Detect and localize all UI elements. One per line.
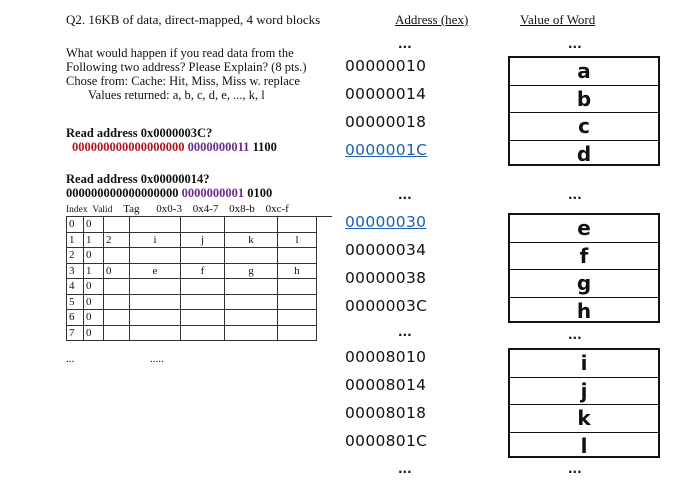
cache-cell-tag xyxy=(104,279,130,295)
cache-row xyxy=(67,217,317,233)
cache-table-header xyxy=(66,203,289,215)
cache-cell-valid: 0 xyxy=(84,310,104,326)
cache-row xyxy=(67,232,317,248)
address: 00008018 xyxy=(345,404,427,422)
address-column-header: Address (hex) xyxy=(395,12,469,27)
cache-row xyxy=(67,294,317,310)
cache-cell-valid: 1 xyxy=(84,263,104,279)
cache-table-trailing-ellipsis: ... xyxy=(66,353,75,365)
address: 00000014 xyxy=(345,85,427,103)
cache-cell-word-0x0-3 xyxy=(130,325,181,341)
cache-cell-word-0x4-7 xyxy=(181,217,225,233)
address: 00000034 xyxy=(345,241,427,259)
cache-cell-word-0xc-f xyxy=(278,279,317,295)
header-word-2: 0x8-b xyxy=(229,203,255,215)
header-tag: Tag xyxy=(123,203,140,215)
address-link[interactable]: 00000030 xyxy=(345,213,427,231)
cache-table xyxy=(66,216,317,341)
prompt-line-2: Following two address? Please Explain? (8 pts.) xyxy=(66,60,307,74)
cache-cell-word-0x8-b xyxy=(225,279,278,295)
prompt-line-1: What would happen if you read data from the xyxy=(66,46,294,60)
cache-cell-tag: 2 xyxy=(104,232,130,248)
cache-cell-word-0x8-b xyxy=(225,217,278,233)
header-valid: Valid xyxy=(92,205,113,215)
cache-row xyxy=(67,310,317,326)
ellipsis: ... xyxy=(398,325,412,339)
cache-cell-word-0x0-3 xyxy=(130,310,181,326)
cache-cell-tag xyxy=(104,294,130,310)
cache-cell-word-0x0-3: e xyxy=(130,263,181,279)
read-address-2-label: Read address 0x00000014? xyxy=(66,172,210,186)
word-cell: j xyxy=(510,378,658,406)
cache-cell-tag xyxy=(104,217,130,233)
cache-cell-index: 7 xyxy=(67,325,84,341)
cache-cell-word-0x4-7 xyxy=(181,248,225,264)
cache-cell-word-0xc-f: l xyxy=(278,232,317,248)
cache-cell-index: 6 xyxy=(67,310,84,326)
word-cell: g xyxy=(510,270,658,298)
cache-row xyxy=(67,263,317,279)
cache-cell-index: 1 xyxy=(67,232,84,248)
ellipsis: ... xyxy=(398,188,412,202)
cache-cell-tag xyxy=(104,248,130,264)
ellipsis: ... xyxy=(568,328,582,342)
cache-cell-tag xyxy=(104,310,130,326)
cache-cell-tag xyxy=(104,325,130,341)
cache-cell-valid: 1 xyxy=(84,232,104,248)
cache-cell-word-0x0-3 xyxy=(130,294,181,310)
header-index: Index xyxy=(66,205,88,215)
word-cell: l xyxy=(580,434,588,459)
tag-bits: 000000000000000000 xyxy=(72,140,185,154)
header-word-1: 0x4-7 xyxy=(192,203,219,215)
cache-cell-tag: 0 xyxy=(104,263,130,279)
cache-cell-word-0x8-b xyxy=(225,310,278,326)
cache-row xyxy=(67,279,317,295)
cache-cell-valid: 0 xyxy=(84,248,104,264)
cache-table-trailing-ellipsis: ..... xyxy=(150,353,164,365)
cache-cell-word-0x4-7 xyxy=(181,294,225,310)
cache-cell-word-0x4-7: f xyxy=(181,263,225,279)
index-bits: 0000000001 xyxy=(181,186,245,200)
cache-cell-word-0x0-3 xyxy=(130,279,181,295)
prompt-line-4: Values returned: a, b, c, d, e, ..., k, l xyxy=(88,88,265,102)
word-cell: h xyxy=(576,299,592,324)
memory-block-i-l xyxy=(508,348,660,458)
header-word-0: 0x0-3 xyxy=(156,203,182,215)
word-cell: c xyxy=(510,113,658,141)
cache-cell-word-0xc-f xyxy=(278,310,317,326)
cache-cell-word-0x4-7 xyxy=(181,325,225,341)
word-cell: i xyxy=(510,350,658,378)
cache-cell-valid: 0 xyxy=(84,294,104,310)
cache-cell-word-0x0-3: i xyxy=(130,232,181,248)
ellipsis: ... xyxy=(568,37,582,51)
value-column-header: Value of Word xyxy=(520,12,596,27)
cache-cell-word-0xc-f xyxy=(278,294,317,310)
cache-cell-word-0x0-3 xyxy=(130,248,181,264)
cache-cell-word-0x8-b xyxy=(225,294,278,310)
address: 00000018 xyxy=(345,113,427,131)
ellipsis: ... xyxy=(568,188,582,202)
index-bits: 0000000011 xyxy=(187,140,250,154)
tag-bits: 000000000000000000 xyxy=(66,186,179,200)
cache-cell-valid: 0 xyxy=(84,217,104,233)
read-address-1-bits xyxy=(72,140,277,154)
address: 00000010 xyxy=(345,57,427,75)
memory-block-a-d xyxy=(508,56,660,166)
read-address-1-label: Read address 0x0000003C? xyxy=(66,126,213,140)
ellipsis: ... xyxy=(568,462,582,476)
cache-cell-index: 3 xyxy=(67,263,84,279)
cache-cell-word-0x8-b: g xyxy=(225,263,278,279)
cache-cell-word-0x4-7 xyxy=(181,279,225,295)
cache-cell-index: 4 xyxy=(67,279,84,295)
cache-cell-word-0xc-f xyxy=(278,325,317,341)
cache-cell-word-0xc-f xyxy=(278,248,317,264)
cache-cell-valid: 0 xyxy=(84,325,104,341)
cache-cell-index: 0 xyxy=(67,217,84,233)
cache-cell-valid: 0 xyxy=(84,279,104,295)
memory-block-e-h xyxy=(508,213,660,323)
cache-cell-word-0x4-7 xyxy=(181,310,225,326)
header-word-3: 0xc-f xyxy=(265,203,289,215)
address-link[interactable]: 0000001C xyxy=(345,141,428,159)
ellipsis: ... xyxy=(398,462,412,476)
cache-cell-word-0x8-b xyxy=(225,325,278,341)
cache-cell-word-0x4-7: j xyxy=(181,232,225,248)
cache-cell-index: 5 xyxy=(67,294,84,310)
word-cell: e xyxy=(510,215,658,243)
word-cell: a xyxy=(510,58,658,86)
address: 00008014 xyxy=(345,376,427,394)
cache-cell-word-0x0-3 xyxy=(130,217,181,233)
cache-cell-word-0x8-b: k xyxy=(225,232,278,248)
cache-cell-word-0x8-b xyxy=(225,248,278,264)
word-cell: k xyxy=(510,405,658,433)
cache-row xyxy=(67,248,317,264)
read-address-2-bits xyxy=(66,186,272,200)
cache-cell-index: 2 xyxy=(67,248,84,264)
word-cell: b xyxy=(510,86,658,114)
address: 00000038 xyxy=(345,269,427,287)
offset-bits: 0100 xyxy=(247,186,273,200)
address: 00008010 xyxy=(345,348,427,366)
cache-cell-word-0xc-f: h xyxy=(278,263,317,279)
address: 0000003C xyxy=(345,297,428,315)
cache-cell-word-0xc-f xyxy=(278,217,317,233)
word-cell: f xyxy=(510,243,658,271)
offset-bits: 1100 xyxy=(252,140,277,154)
question-title: Q2. 16KB of data, direct-mapped, 4 word blocks xyxy=(66,12,321,27)
word-cell: d xyxy=(576,142,592,167)
ellipsis: ... xyxy=(398,37,412,51)
address: 0000801C xyxy=(345,432,428,450)
prompt-line-3: Chose from: Cache: Hit, Miss, Miss w. replace xyxy=(66,74,300,88)
cache-row xyxy=(67,325,317,341)
